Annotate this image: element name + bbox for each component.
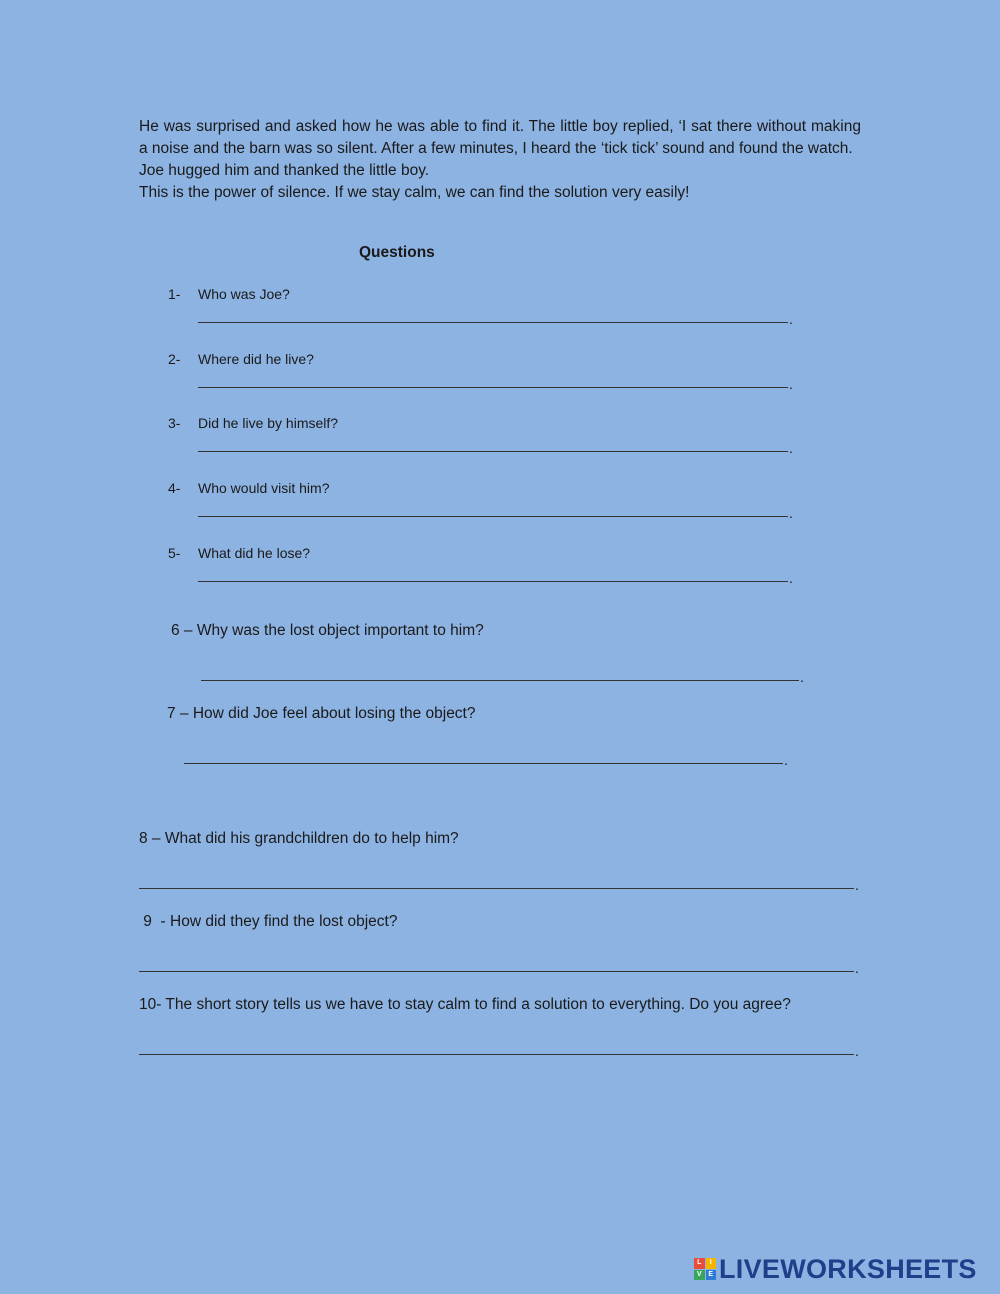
answer-line-6[interactable] [201,680,799,681]
answer-line-7[interactable] [184,763,783,764]
question-text: Who would visit him? [198,480,330,496]
question-number: 1- [168,286,181,302]
answer-line-1[interactable] [198,322,788,323]
answer-end-mark: . [784,752,788,768]
answer-end-mark: . [789,376,793,392]
questions-heading: Questions [359,244,435,261]
answer-line-9[interactable] [139,971,854,972]
question-text: Where did he live? [198,351,314,367]
question-number: 3- [168,415,181,431]
answer-end-mark: . [789,570,793,586]
answer-line-4[interactable] [198,516,788,517]
question-number: 5- [168,545,181,561]
story-text [139,116,861,204]
question-text: What did he lose? [198,545,311,561]
question-10: 10- The short story tells us we have to stay calm to find a solution to everything. Do you agree? [139,996,791,1013]
question-text: Did he live by himself? [198,415,339,431]
answer-line-2[interactable] [198,387,788,388]
question-number: 2- [168,351,181,367]
answer-line-8[interactable] [139,888,854,889]
answer-end-mark: . [789,440,793,456]
logo-icon-letter: E [706,1270,717,1281]
question-7: 7 – How did Joe feel about losing the object? [167,705,476,722]
liveworksheets-icon [694,1258,716,1280]
answer-end-mark: . [800,669,804,685]
answer-end-mark: . [789,505,793,521]
answer-line-10[interactable] [139,1054,854,1055]
story-paragraph: Joe hugged him and thanked the little boy. [139,162,430,179]
question-text: Who was Joe? [198,286,290,302]
answer-end-mark: . [855,960,859,976]
answer-end-mark: . [855,1043,859,1059]
logo-icon-letter: V [694,1270,705,1281]
answer-end-mark: . [855,877,859,893]
answer-line-5[interactable] [198,581,788,582]
question-6: 6 – Why was the lost object important to him? [171,622,484,639]
question-number: 4- [168,480,181,496]
logo-icon-letter: L [694,1258,705,1269]
story-paragraph: He was surprised and asked how he was able to find it. The little boy replied, ‘I sat there without making a noise and the barn was so silent. After a few minutes, I heard the ‘tick tick’ sound and found the watch. [139,118,861,157]
story-paragraph: This is the power of silence. If we stay calm, we can find the solution very easily! [139,184,690,201]
question-9: 9 - How did they find the lost object? [139,913,398,930]
logo-icon-letter: I [706,1258,717,1269]
answer-line-3[interactable] [198,451,788,452]
answer-end-mark: . [789,311,793,327]
liveworksheets-logo [694,1255,977,1283]
question-8: 8 – What did his grandchildren do to help him? [139,830,459,847]
logo-text: LIVEWORKSHEETS [719,1253,977,1284]
